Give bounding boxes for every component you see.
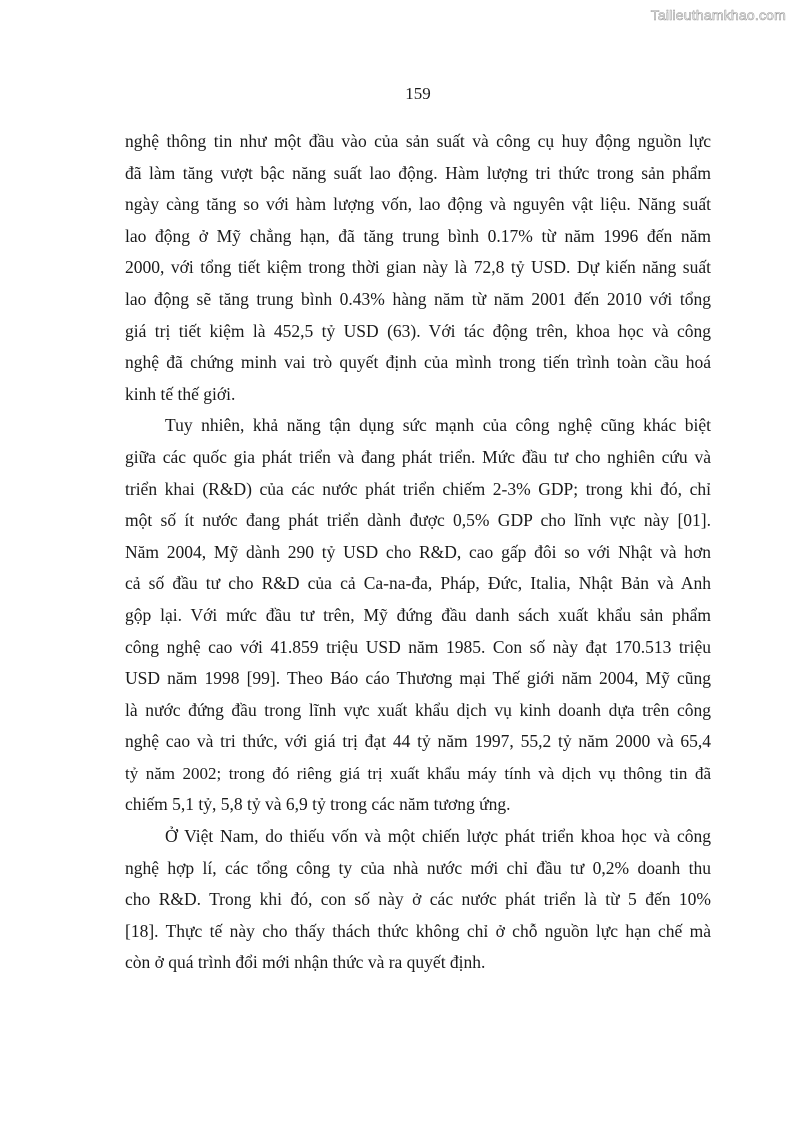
text-line: USD năm 1998 [99]. Theo Báo cáo Thương mại Thế giới năm 2004, Mỹ cũng (125, 668, 711, 689)
text-line: gộp lại. Với mức đầu tư trên, Mỹ đứng đầu danh sách xuất khẩu sản phẩm (125, 604, 711, 625)
text-line: còn ở quá trình đổi mới nhận thức và ra quyết định. (125, 952, 486, 973)
text-line: đã làm tăng vượt bậc năng suất lao động. Hàm lượng tri thức trong sản phẩm (125, 162, 711, 183)
text-line: một số ít nước đang phát triển dành được 0,5% GDP cho lĩnh vực này [01]. (125, 510, 711, 531)
text-line: [18]. Thực tế này cho thấy thách thức không chỉ ở chỗ nguồn lực hạn chế mà (125, 920, 711, 941)
watermark: Tailieuthamkhao.com (650, 7, 786, 23)
text-line: là nước đứng đầu trong lĩnh vực xuất khẩu dịch vụ kinh doanh dựa trên công (125, 699, 711, 720)
text-line: nghệ hợp lí, các tổng công ty của nhà nước mới chỉ đầu tư 0,2% doanh thu (125, 857, 711, 878)
text-line: kinh tế thế giới. (125, 383, 236, 404)
text-line: Tuy nhiên, khả năng tận dụng sức mạnh của công nghệ cũng khác biệt (165, 415, 711, 436)
paragraph-3 (125, 821, 711, 979)
text-line: Năm 2004, Mỹ dành 290 tỷ USD cho R&D, cao gấp đôi so với Nhật và hơn (125, 541, 711, 562)
paragraph-2 (125, 410, 711, 821)
paragraph-1 (125, 126, 711, 410)
text-line: Ở Việt Nam, do thiếu vốn và một chiến lược phát triển khoa học và công (165, 826, 711, 847)
text-line: nghệ đã chứng minh vai trò quyết định của mình trong tiến trình toàn cầu hoá (125, 352, 711, 373)
text-line: lao động ở Mỹ chẳng hạn, đã tăng trung bình 0.17% từ năm 1996 đến năm (125, 225, 711, 246)
text-line: cho R&D. Trong khi đó, con số này ở các nước phát triển là từ 5 đến 10% (125, 889, 711, 910)
page-number: 159 (405, 84, 431, 103)
text-line: cả số đầu tư cho R&D của cả Ca-na-đa, Pháp, Đức, Italia, Nhật Bản và Anh (125, 573, 711, 594)
text-line: công nghệ cao với 41.859 triệu USD năm 1985. Con số này đạt 170.513 triệu (125, 636, 711, 657)
text-line: lao động sẽ tăng trung bình 0.43% hàng năm từ năm 2001 đến 2010 với tổng (125, 288, 711, 309)
text-line: chiếm 5,1 tỷ, 5,8 tỷ và 6,9 tỷ trong các năm tương ứng. (125, 794, 511, 815)
text-line: ngày càng tăng so với hàm lượng vốn, lao động và nguyên vật liệu. Năng suất (125, 194, 711, 215)
text-line: 2000, với tổng tiết kiệm trong thời gian này là 72,8 tỷ USD. Dự kiến năng suất (125, 257, 711, 278)
text-line: giữa các quốc gia phát triển và đang phát triển. Mức đầu tư cho nghiên cứu và (125, 446, 711, 467)
text-line: nghệ thông tin như một đầu vào của sản suất và công cụ huy động nguồn lực (125, 131, 711, 151)
text-line: tỷ năm 2002; trong đó riêng giá trị xuất khẩu máy tính và dịch vụ thông tin đã (125, 763, 711, 783)
text-line: giá trị tiết kiệm là 452,5 tỷ USD (63). Với tác động trên, khoa học và công (125, 320, 711, 341)
text-line: nghệ cao và tri thức, với giá trị đạt 44 tỷ năm 1997, 55,2 tỷ năm 2000 và 65,4 (125, 731, 711, 752)
body-text (125, 126, 711, 979)
text-line: triển khai (R&D) của các nước phát triển chiếm 2-3% GDP; trong khi đó, chỉ (125, 478, 711, 499)
